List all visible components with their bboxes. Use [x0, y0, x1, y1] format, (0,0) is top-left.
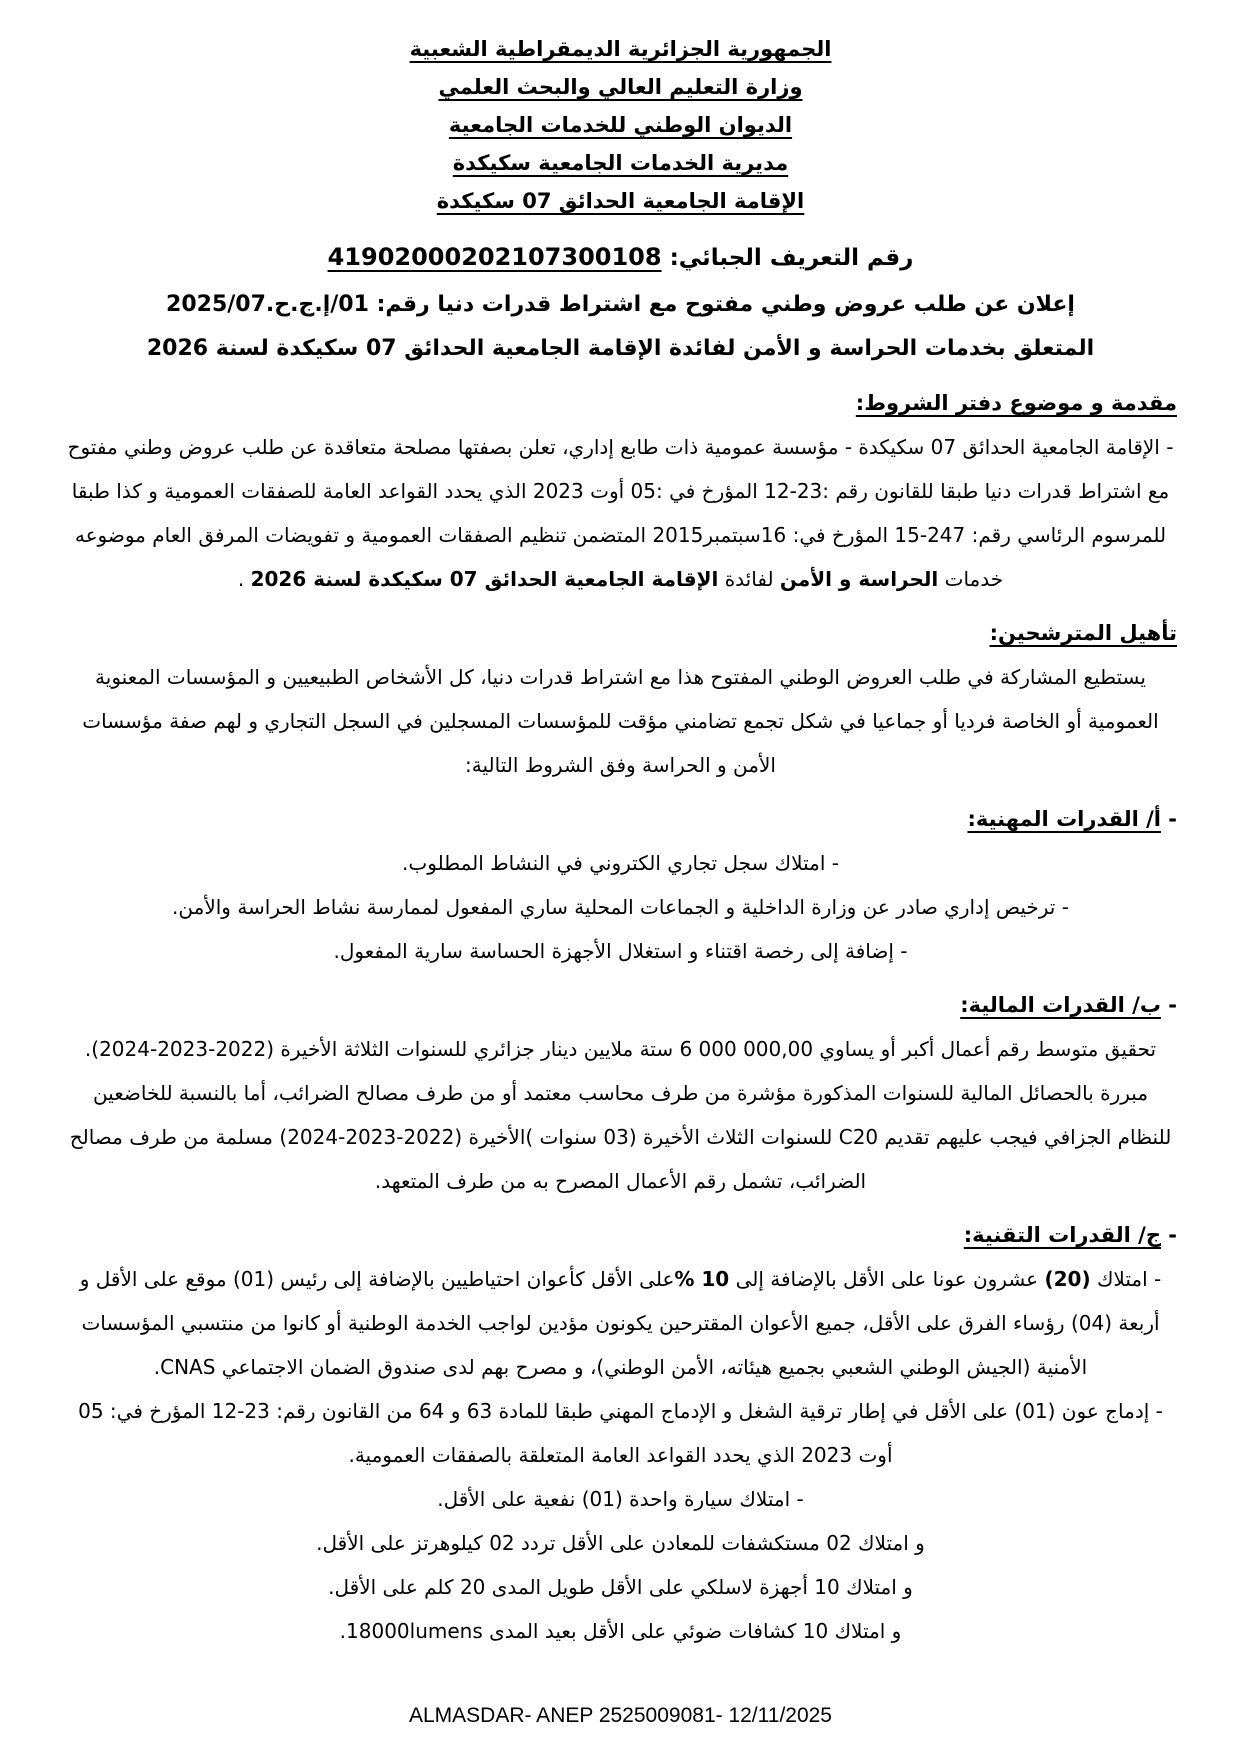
technical-item-vehicle: - امتلاك سيارة واحدة (01) نفعية على الأقل.: [437, 1487, 804, 1511]
section-heading-qualification: تأهيل المترشحين:: [989, 621, 1177, 645]
notice-title: [64, 283, 1177, 371]
technical-item-metal-detectors: و امتلاك 02 مستكشفات للمعادن على الأقل تردد 02 كيلوهرتز على الأقل.: [316, 1531, 925, 1555]
section-heading-financial: - ب/ القدرات المالية:: [960, 993, 1177, 1017]
technical-item-floodlights: و امتلاك 10 كشافات ضوئي على الأقل بعيد المدى 18000lumens.: [339, 1619, 902, 1643]
section-heading-technical: - ج/ القدرات التقنية:: [963, 1223, 1177, 1247]
notice-title-line-2: المتعلق بخدمات الحراسة و الأمن لفائدة الإقامة الجامعية الحدائق 07 سكيكدة لسنة 2026: [146, 336, 1095, 361]
intro-paragraph: - الإقامة الجامعية الحدائق 07 سكيكدة - مؤسسة عمومية ذات طابع إداري، تعلن بصفتها مصلحة متعاقدة عن طلب عروض وطني مفتوح مع اشتراط قدرات دنيا طبقا للقانون رقم :23-12 المؤرخ في :05 أوت 2023 الذي يحدد القواعد العامة للصفقات العمومية و كذا طبقا للمرسوم الرئاسي رقم: 247-15 المؤرخ في: 16سبتمبر2015 المتضمن تنظيم الصفقات العمومية و تفويضات المرفق العام موضوعه خدمات الحراسة و الأمن لفائدة الإقامة الجامعية الحدائق 07 سكيكدة لسنة 2026 .: [67, 435, 1174, 591]
technical-item-radios: و امتلاك 10 أجهزة لاسلكي على الأقل طويل المدى 20 كلم على الأقل.: [328, 1575, 913, 1599]
header-line-national-office: الديوان الوطني للخدمات الجامعية: [448, 113, 793, 137]
professional-item-2: - ترخيص إداري صادر عن وزارة الداخلية و الجماعات المحلية ساري المفعول لممارسة نشاط الحراسة والأمن.: [172, 895, 1069, 919]
technical-item-agents: - امتلاك (20) عشرون عونا على الأقل بالإضافة إلى 10 %على الأقل كأعوان احتياطيين بالإضافة إلى رئيس (01) موقع على الأقل و أربعة (04) رؤساء الفرق على الأقل، جميع الأعوان المقترحين يكونون مؤدين لواجب الخدمة الوطنية أو كانوا من منتسبي المؤسسات الأمنية (الجيش الوطني الشعبي بجميع هيئاته، الأمن الوطني)، و مصرح بهم لدى صندوق الضمان الاجتماعي CNAS.: [79, 1267, 1162, 1379]
technical-item-integration: - إدماج عون (01) على الأقل في إطار ترقية الشغل و الإدماج المهني طبقا للمادة 63 و 64 من القانون رقم: 23-12 المؤرخ في: 05 أوت 2023 الذي يحدد القواعد العامة المتعلقة بالصفقات العمومية.: [78, 1399, 1163, 1467]
header-line-residence: الإقامة الجامعية الحدائق 07 سكيكدة: [436, 189, 805, 213]
tax-id-value: 41902000202107300108: [327, 243, 662, 271]
section-heading-professional: - أ/ القدرات المهنية:: [967, 807, 1177, 831]
section-heading-intro: مقدمة و موضوع دفتر الشروط:: [855, 391, 1177, 415]
tax-id-line: [64, 238, 1177, 277]
anep-footer-line: ALMASDAR- ANEP 2525009081- 12/11/2025: [408, 1704, 832, 1727]
professional-item-3: - إضافة إلى رخصة اقتناء و استغلال الأجهزة الحساسة سارية المفعول.: [333, 939, 908, 963]
tax-id-label: رقم التعريف الجبائي:: [661, 245, 914, 271]
financial-paragraph: تحقيق متوسط رقم أعمال أكبر أو يساوي ⁦6 000 000,00⁩ ستة ملايين دينار جزائري للسنوات الثلاثة الأخيرة (2022-2023-2024). مبررة بالحصائل المالية للسنوات المذكورة مؤشرة من طرف محاسب معتمد أو من طرف مصالح الضرائب، أما بالنسبة للخاضعين للنظام الجزافي فيجب عليهم تقديم C20 للسنوات الثلاث الأخيرة (03 سنوات )الأخيرة (2022-2023-2024) مسلمة من طرف مصالح الضرائب، تشمل رقم الأعمال المصرح به من طرف المتعهد.: [69, 1037, 1172, 1193]
heading-dash-prefix: -: [1160, 807, 1177, 831]
header-line-directorate: مديرية الخدمات الجامعية سكيكدة: [452, 151, 789, 175]
qualification-paragraph: يستطيع المشاركة في طلب العروض الوطني المفتوح هذا مع اشتراط قدرات دنيا، كل الأشخاص الطبيعيين و المؤسسات المعنوية العمومية أو الخاصة فرديا أو جماعيا في شكل تجمع تضامني مؤقت للمؤسسات المسجلين في السجل التجاري و لهم صفة مؤسسات الأمن و الحراسة وفق الشروط التالية:: [82, 665, 1159, 777]
heading-dash-prefix: -: [1160, 993, 1177, 1017]
header-line-republic: الجمهورية الجزائرية الديمقراطية الشعبية: [409, 37, 832, 61]
professional-item-1: - امتلاك سجل تجاري الكتروني في النشاط المطلوب.: [402, 851, 839, 875]
heading-dash-prefix: -: [1160, 1223, 1177, 1247]
notice-title-line-1: إعلان عن طلب عروض وطني مفتوح مع اشتراط قدرات دنيا رقم: 01/إ.ج.ح.2025/07: [166, 292, 1075, 317]
header-line-ministry: وزارة التعليم العالي والبحث العلمي: [438, 75, 803, 99]
